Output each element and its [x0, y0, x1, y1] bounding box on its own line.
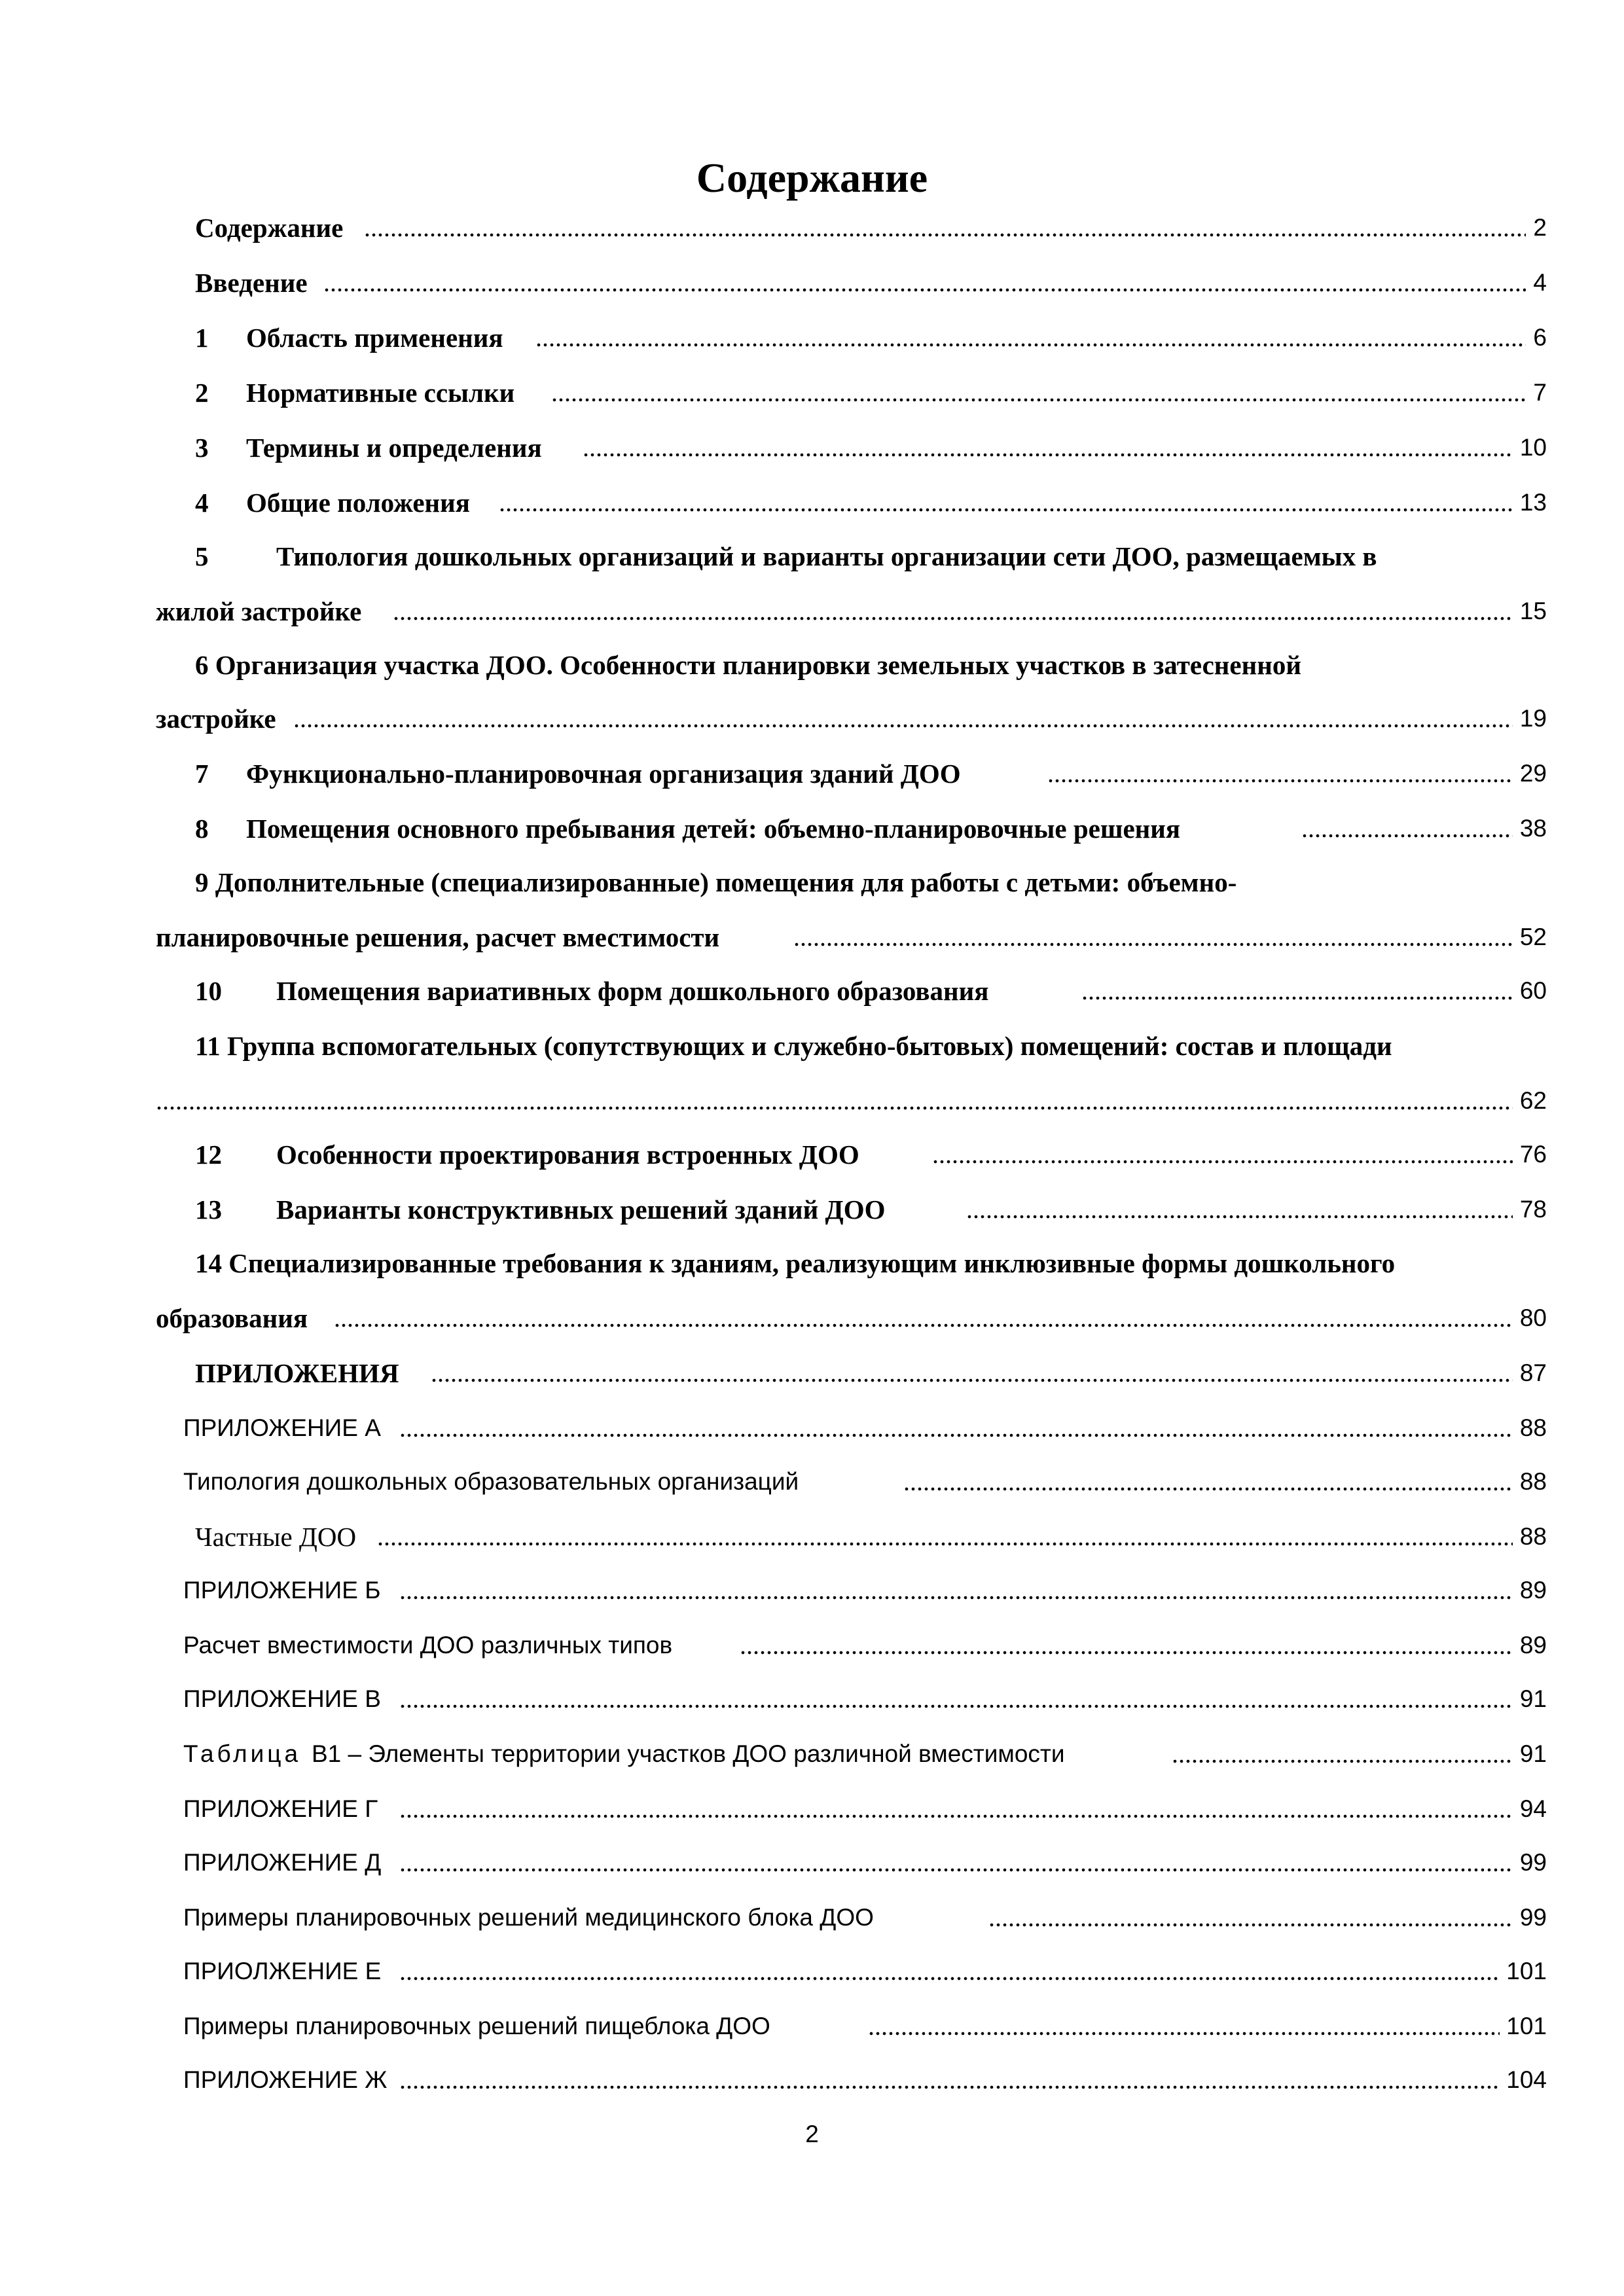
toc-entry[interactable] — [0, 754, 1624, 793]
dot-leader — [399, 1408, 1513, 1448]
toc-entry-page: 80 — [1519, 1304, 1547, 1331]
appendix-entry[interactable] — [0, 1626, 1624, 1665]
toc-entry-text: Варианты конструктивных решений зданий ДОО — [276, 1194, 886, 1225]
toc-entry-page: 60 — [1519, 977, 1547, 1004]
appendix-entry-text: ПРИЛОЖЕНИЕ Г — [183, 1795, 378, 1822]
appendix-entry-page: 89 — [1519, 1632, 1547, 1659]
toc-entry-number: 1 — [195, 323, 209, 353]
toc-entry-text-cont: застройке — [156, 704, 276, 734]
appendix-entry[interactable] — [0, 1517, 1624, 1556]
appendix-entry-page: 94 — [1519, 1795, 1547, 1822]
dot-leader — [399, 1843, 1513, 1882]
toc-entry-page: 87 — [1519, 1359, 1547, 1386]
toc-entry[interactable] — [0, 208, 1624, 247]
toc-entry-text: Область применения — [246, 323, 503, 353]
toc-entry[interactable] — [0, 263, 1624, 302]
appendix-entry-text: ПРИОЛЖЕНИЕ Е — [183, 1958, 382, 1984]
toc-entry-number: 2 — [195, 378, 209, 408]
dot-leader — [932, 1135, 1513, 1174]
toc-entry-text: Типология дошкольных организаций и варианты организации сети ДОО, размещаемых в — [276, 541, 1377, 571]
dot-leader — [583, 428, 1513, 467]
appendix-entry-text: ПРИЛОЖЕНИЕ Б — [183, 1577, 381, 1604]
dot-leader — [988, 1898, 1513, 1937]
dot-leader — [1301, 809, 1513, 848]
appendix-entry-text: Частные ДОО — [195, 1522, 357, 1552]
toc-entry-page: 7 — [1533, 379, 1547, 406]
dot-leader — [399, 1952, 1500, 1991]
toc-entry-text: Общие положения — [246, 488, 470, 518]
appendix-entry[interactable] — [0, 1679, 1624, 1719]
dot-leader — [377, 1517, 1513, 1556]
toc-entry[interactable] — [0, 1354, 1624, 1393]
dot-leader — [399, 1789, 1513, 1829]
dot-leader — [868, 2007, 1500, 2046]
dot-leader — [793, 918, 1513, 957]
appendix-entry[interactable] — [0, 1952, 1624, 1991]
toc-entry-number: 10 — [195, 976, 222, 1006]
toc-entry-number: 13 — [195, 1194, 222, 1225]
toc-entry-text: Помещения основного пребывания детей: объемно-планировочные решения — [246, 814, 1181, 844]
appendix-entry-page: 104 — [1506, 2066, 1547, 2093]
dot-leader — [535, 318, 1526, 357]
appendix-entry[interactable] — [0, 1571, 1624, 1610]
toc-entry-line2[interactable] — [0, 918, 1624, 957]
toc-entry-page: 78 — [1519, 1196, 1547, 1223]
dot-leader — [1172, 1734, 1513, 1774]
toc-entry-text: ПРИЛОЖЕНИЯ — [195, 1358, 399, 1388]
toc-entry-text-cont: планировочные решения, расчет вместимости — [156, 922, 720, 952]
appendix-entry-page: 89 — [1519, 1577, 1547, 1604]
appendix-entry[interactable] — [0, 1734, 1624, 1774]
dot-leader — [1081, 971, 1513, 1011]
toc-entry-line1[interactable] — [0, 863, 1624, 902]
appendix-entry[interactable] — [0, 1898, 1624, 1937]
dot-leader — [431, 1354, 1513, 1393]
appendix-entry-text: Примеры планировочных решений медицинского блока ДОО — [183, 1904, 874, 1931]
toc-entry-number: 7 — [195, 759, 209, 789]
toc-entry-number: 5 — [195, 541, 209, 571]
dot-leader — [293, 699, 1513, 738]
toc-entry-line1[interactable] — [0, 645, 1624, 685]
toc-entry[interactable] — [0, 373, 1624, 412]
page-title: Содержание — [696, 154, 928, 201]
toc-entry-line2[interactable] — [0, 592, 1624, 631]
toc-entry-text: Нормативные ссылки — [246, 378, 515, 408]
appendix-entry-text: ПРИЛОЖЕНИЕ Д — [183, 1849, 382, 1876]
appendix-entry-page: 101 — [1506, 2013, 1547, 2039]
toc-entry-page: 4 — [1533, 269, 1547, 296]
dot-leader — [323, 263, 1526, 302]
toc-entry-page: 29 — [1519, 760, 1547, 787]
appendix-entry-page: 99 — [1519, 1849, 1547, 1876]
toc-entry-page: 2 — [1533, 214, 1547, 241]
appendix-entry[interactable] — [0, 1843, 1624, 1882]
dot-leader — [399, 1571, 1513, 1610]
toc-entry-text: 11 Группа вспомогательных (сопутствующих и служебно-бытовых) помещений: состав и площади — [195, 1031, 1392, 1061]
dot-leader — [393, 592, 1513, 631]
appendix-entry-text: Расчет вместимости ДОО различных типов — [183, 1632, 673, 1659]
appendix-entry-page: 91 — [1519, 1685, 1547, 1712]
toc-entry-line1[interactable] — [0, 537, 1624, 576]
dot-leader — [399, 1679, 1513, 1719]
toc-entry[interactable] — [0, 318, 1624, 357]
toc-entry-text: Содержание — [195, 213, 344, 243]
toc-entry-text: Введение — [195, 268, 308, 298]
dot-leader — [399, 2060, 1500, 2100]
toc-entry-text: Помещения вариативных форм дошкольного образования — [276, 976, 989, 1006]
page-number: 2 — [805, 2121, 819, 2147]
appendix-entry[interactable] — [0, 1462, 1624, 1501]
toc-entry-text: Термины и определения — [246, 433, 542, 463]
toc-entry-page: 6 — [1533, 324, 1547, 351]
toc-entry-number: 12 — [195, 1139, 222, 1170]
toc-entry-text-cont: образования — [156, 1303, 308, 1333]
toc-entry-line1[interactable] — [0, 1026, 1624, 1066]
appendix-entry-page: 88 — [1519, 1523, 1547, 1550]
dot-leader — [740, 1626, 1513, 1665]
toc-entry-text: 14 Специализированные требования к зданиям, реализующим инклюзивные формы дошкольного — [195, 1248, 1396, 1278]
toc-entry-number: 3 — [195, 433, 209, 463]
toc-entry-text: 6 Организация участка ДОО. Особенности планировки земельных участков в затесненной — [195, 650, 1301, 680]
appendix-entry-prefix: Таблица — [183, 1740, 302, 1767]
toc-entry-page: 15 — [1519, 598, 1547, 624]
dot-leader — [499, 483, 1513, 522]
toc-entry-number: 4 — [195, 488, 209, 518]
toc-entry-page: 38 — [1519, 815, 1547, 842]
appendix-entry-text: Типология дошкольных образовательных организаций — [183, 1468, 799, 1495]
toc-entry-text: Функционально-планировочная организация зданий ДОО — [246, 759, 961, 789]
appendix-entry-text: ПРИЛОЖЕНИЕ Ж — [183, 2066, 388, 2093]
toc-entry-line1[interactable] — [0, 1244, 1624, 1283]
appendix-entry[interactable] — [0, 2007, 1624, 2046]
toc-entry[interactable] — [0, 483, 1624, 522]
toc-entry[interactable] — [0, 428, 1624, 467]
appendix-entry-page: 88 — [1519, 1468, 1547, 1495]
dot-leader — [966, 1190, 1513, 1229]
dot-leader — [334, 1299, 1513, 1338]
toc-entry-line2[interactable] — [0, 1299, 1624, 1338]
toc-entry-page: 62 — [1519, 1087, 1547, 1114]
toc-entry-number: 8 — [195, 814, 209, 844]
dot-leader — [156, 1081, 1513, 1121]
appendix-entry-page: 99 — [1519, 1904, 1547, 1931]
appendix-entry-page: 88 — [1519, 1414, 1547, 1441]
toc-entry-text-cont: жилой застройке — [156, 596, 362, 626]
toc-entry-text: Особенности проектирования встроенных ДОО — [276, 1139, 859, 1170]
dot-leader — [551, 373, 1526, 412]
appendix-entry[interactable] — [0, 2060, 1624, 2100]
appendix-entry[interactable] — [0, 1408, 1624, 1448]
toc-entry[interactable] — [0, 1135, 1624, 1174]
toc-entry[interactable] — [0, 809, 1624, 848]
appendix-entry-text: ПРИЛОЖЕНИЕ А — [183, 1414, 381, 1441]
appendix-entry-text: ПРИЛОЖЕНИЕ В — [183, 1685, 381, 1712]
toc-entry[interactable] — [0, 971, 1624, 1011]
dot-leader — [903, 1462, 1513, 1501]
toc-entry-line2[interactable] — [0, 1081, 1624, 1121]
toc-entry-page: 10 — [1519, 434, 1547, 461]
toc-entry[interactable] — [0, 1190, 1624, 1229]
appendix-entry-page: 91 — [1519, 1740, 1547, 1767]
toc-entry-page: 19 — [1519, 705, 1547, 732]
appendix-entry-text: Примеры планировочных решений пищеблока ДОО — [183, 2013, 770, 2039]
toc-entry-page: 52 — [1519, 924, 1547, 950]
appendix-entry[interactable] — [0, 1789, 1624, 1829]
appendix-entry-page: 101 — [1506, 1958, 1547, 1984]
dot-leader — [364, 208, 1526, 247]
toc-entry-line2[interactable] — [0, 699, 1624, 738]
toc-entry-page: 76 — [1519, 1141, 1547, 1168]
toc-entry-text: 9 Дополнительные (специализированные) помещения для работы с детьми: объемно- — [195, 867, 1237, 897]
dot-leader — [1047, 754, 1513, 793]
toc-entry-page: 13 — [1519, 489, 1547, 516]
appendix-entry-text: В1 – Элементы территории участков ДОО различной вместимости — [312, 1740, 1065, 1767]
